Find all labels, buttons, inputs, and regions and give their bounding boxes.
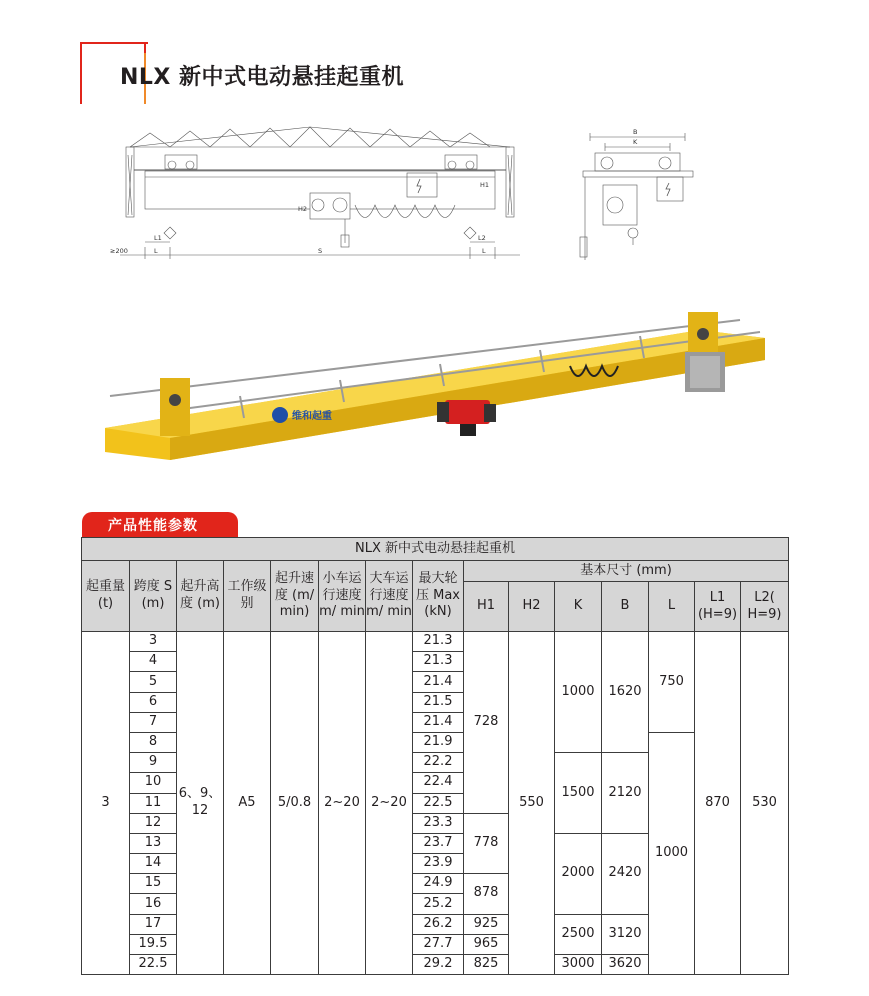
label-l-right: L: [482, 247, 486, 255]
cell-span: 9: [130, 753, 177, 773]
cell-crane-speed: 2~20: [366, 632, 413, 975]
cell-span: 5: [130, 672, 177, 692]
cell-wheel-load: 26.2: [413, 914, 464, 934]
cell-h1: 965: [464, 934, 509, 954]
cell-wheel-load: 23.7: [413, 833, 464, 853]
cell-wheel-load: 22.2: [413, 753, 464, 773]
crane-logo-text: 维和起重: [292, 411, 332, 422]
cell-trolley-speed: 2~20: [319, 632, 366, 975]
cell-b: 3620: [602, 955, 649, 975]
cell-wheel-load: 21.3: [413, 652, 464, 672]
cell-h1: 728: [464, 632, 509, 814]
label-h2: H2: [298, 205, 308, 213]
cell-k: 2500: [555, 914, 602, 954]
cell-l: 750: [649, 632, 695, 733]
col-group-base-dims: 基本尺寸 (mm): [464, 561, 789, 582]
cell-span: 8: [130, 732, 177, 752]
cell-span: 11: [130, 793, 177, 813]
cell-lift-height: 6、9、12: [177, 632, 224, 975]
cell-wheel-load: 22.5: [413, 793, 464, 813]
cell-wheel-load: 22.4: [413, 773, 464, 793]
label-k: K: [633, 138, 638, 146]
cell-k: 1500: [555, 753, 602, 834]
cell-l: 1000: [649, 732, 695, 974]
cell-l2: 530: [741, 632, 789, 975]
spec-table: [81, 537, 789, 975]
page-title: NLX 新中式电动悬挂起重机: [120, 65, 405, 90]
cell-wheel-load: 29.2: [413, 955, 464, 975]
cell-span: 15: [130, 874, 177, 894]
cell-h1: 878: [464, 874, 509, 914]
cell-l1: 870: [695, 632, 741, 975]
col-h2: H2: [509, 582, 555, 632]
cell-span: 6: [130, 692, 177, 712]
label-span: S: [318, 247, 323, 255]
col-span: 跨度 S (m): [130, 561, 177, 632]
cell-span: 7: [130, 712, 177, 732]
cell-span: 22.5: [130, 955, 177, 975]
cell-wheel-load: 21.4: [413, 672, 464, 692]
col-lift-height: 起升高度 (m): [177, 561, 224, 632]
label-l-left: L: [154, 247, 158, 255]
cell-b: 3120: [602, 914, 649, 954]
col-h1: H1: [464, 582, 509, 632]
cell-lift-speed: 5/0.8: [271, 632, 319, 975]
col-l1: L1 (H=9): [695, 582, 741, 632]
cell-wheel-load: 21.4: [413, 712, 464, 732]
cell-capacity: 3: [82, 632, 130, 975]
cell-wheel-load: 25.2: [413, 894, 464, 914]
cell-span: 13: [130, 833, 177, 853]
cell-b: 2120: [602, 753, 649, 834]
cell-duty-class: A5: [224, 632, 271, 975]
cell-wheel-load: 21.9: [413, 732, 464, 752]
cell-b: 2420: [602, 833, 649, 914]
col-duty-class: 工作级别: [224, 561, 271, 632]
cell-k: 1000: [555, 632, 602, 753]
table-row: [82, 632, 789, 652]
cell-k: 3000: [555, 955, 602, 975]
cell-span: 4: [130, 652, 177, 672]
col-trolley-speed: 小车运行速度 m/ min: [319, 561, 366, 632]
label-l1: L1: [154, 234, 162, 242]
label-h1: H1: [480, 181, 490, 189]
label-clearance: ≥200: [110, 247, 128, 255]
col-capacity: 起重量 (t): [82, 561, 130, 632]
col-wheel-load: 最大轮压 Max (kN): [413, 561, 464, 632]
cell-span: 10: [130, 773, 177, 793]
cell-span: 19.5: [130, 934, 177, 954]
cell-wheel-load: 23.9: [413, 854, 464, 874]
label-b: B: [633, 128, 638, 136]
cell-wheel-load: 21.5: [413, 692, 464, 712]
section-tag: 产品性能参数: [82, 512, 238, 537]
col-l: L: [649, 582, 695, 632]
cell-b: 1620: [602, 632, 649, 753]
cell-h1: 825: [464, 955, 509, 975]
col-b: B: [602, 582, 649, 632]
crane-front-drawing: [110, 125, 530, 265]
col-lift-speed: 起升速度 (m/ min): [271, 561, 319, 632]
cell-span: 14: [130, 854, 177, 874]
cell-span: 12: [130, 813, 177, 833]
cell-k: 2000: [555, 833, 602, 914]
cell-wheel-load: 27.7: [413, 934, 464, 954]
table-caption: NLX 新中式电动悬挂起重机: [82, 538, 789, 561]
page-header: [80, 42, 500, 106]
crane-illustration: [100, 300, 780, 470]
cell-wheel-load: 23.3: [413, 813, 464, 833]
cell-h1: 778: [464, 813, 509, 874]
cell-wheel-load: 24.9: [413, 874, 464, 894]
cell-wheel-load: 21.3: [413, 632, 464, 652]
cell-span: 16: [130, 894, 177, 914]
label-l2: L2: [478, 234, 486, 242]
crane-side-drawing: [575, 125, 705, 265]
cell-h1: 925: [464, 914, 509, 934]
col-k: K: [555, 582, 602, 632]
col-l2: L2( H=9): [741, 582, 789, 632]
cell-span: 17: [130, 914, 177, 934]
col-crane-speed: 大车运行速度 m/ min: [366, 561, 413, 632]
cell-span: 3: [130, 632, 177, 652]
cell-h2: 550: [509, 632, 555, 975]
